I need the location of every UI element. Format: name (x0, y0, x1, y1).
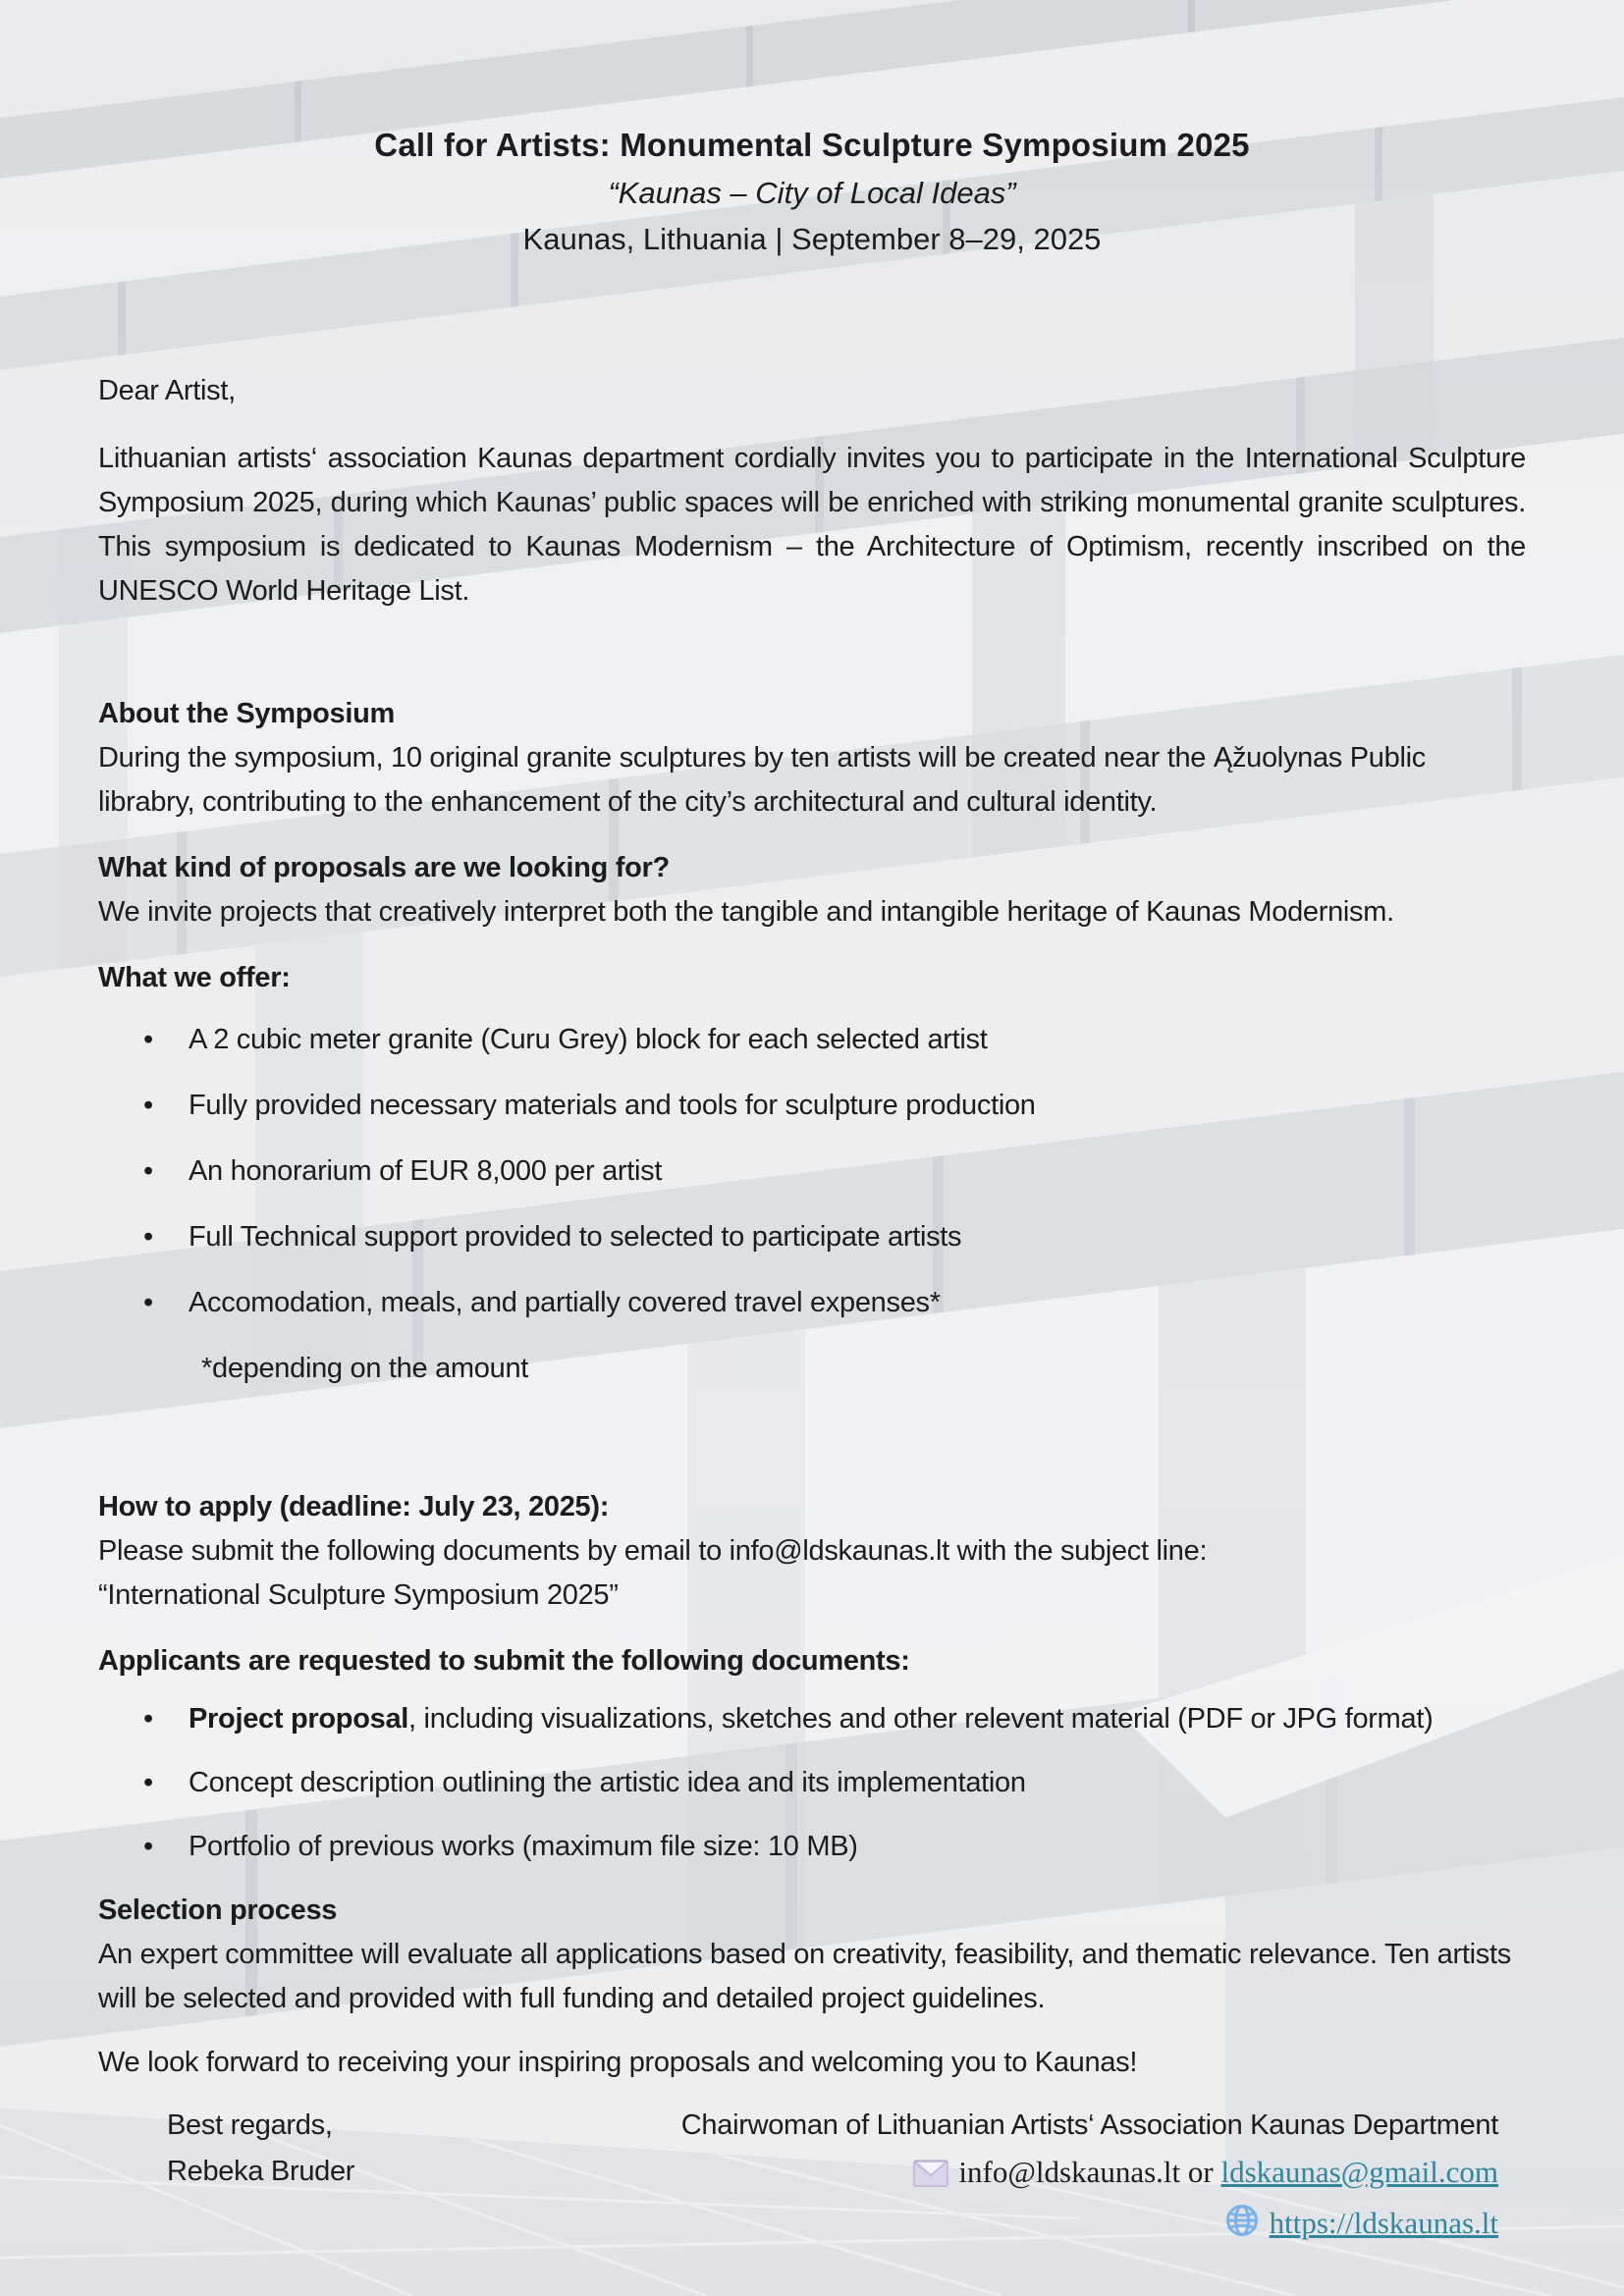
heading-documents: Applicants are requested to submit the following documents: (98, 1645, 910, 1677)
page-subtitle: “Kaunas – City of Local Ideas” (608, 176, 1016, 210)
heading-how-to-apply: How to apply (deadline: July 23, 2025): (98, 1491, 610, 1522)
selection-paragraph: An expert committee will evaluate all applications based on creativity, feasibility, and thematic relevance. Ten artists will be selected and provided with full funding and detailed project guidelines. (98, 1939, 1511, 2014)
list-item: • Fully provided necessary materials and tools for sculpture production (98, 1084, 1526, 1128)
document-content (98, 0, 1526, 2251)
list-item: • A 2 cubic meter granite (Curu Grey) block for each selected artist (98, 1018, 1526, 1062)
about-paragraph: During the symposium, 10 original granite sculptures by ten artists will be created near the Ąžuolynas Public librabry, contributing to the enhancement of the city’s architectural and cultural identity. (98, 742, 1426, 818)
list-item-text: Portfolio of previous works (maximum file size: 10 MB) (189, 1831, 858, 1862)
email-contact-line (560, 2149, 1498, 2200)
apply-line-2: “International Sculpture Symposium 2025” (98, 1579, 619, 1611)
apply-line-1: Please submit the following documents by email to info@ldskaunas.lt with the subject line: (98, 1535, 1208, 1567)
list-item: • Accomodation, meals, and partially covered travel expenses* (98, 1281, 1526, 1325)
list-item: • Full Technical support provided to selected to participate artists (98, 1215, 1526, 1259)
offer-footnote: *depending on the amount (201, 1353, 529, 1384)
list-item (98, 1697, 1526, 1741)
page-title: Call for Artists: Monumental Sculpture Symposium 2025 (374, 127, 1250, 163)
heading-proposals: What kind of proposals are we looking for? (98, 852, 670, 883)
heading-offer: What we offer: (98, 962, 291, 993)
list-item-lead: Project proposal (189, 1703, 409, 1735)
signature-right (560, 2103, 1526, 2251)
email-text: info@ldskaunas.lt or (958, 2155, 1221, 2189)
website-link[interactable]: https://ldskaunas.lt (1269, 2206, 1498, 2240)
globe-icon (1224, 2203, 1260, 2251)
heading-about: About the Symposium (98, 698, 396, 729)
proposals-paragraph: We invite projects that creatively interpret both the tangible and intangible heritage of Kaunas Modernism. (98, 896, 1394, 928)
heading-selection: Selection process (98, 1895, 338, 1926)
closing-paragraph: We look forward to receiving your inspiring proposals and welcoming you to Kaunas! (98, 2047, 1138, 2078)
envelope-icon (913, 2154, 948, 2200)
list-item: • An honorarium of EUR 8,000 per artist (98, 1149, 1526, 1194)
offer-list (98, 1018, 1526, 1325)
list-item (98, 1825, 1526, 1869)
chairwoman-role-line: Chairwoman of Lithuanian Artists‘ Association Kaunas Department (680, 2109, 1498, 2141)
gmail-link[interactable]: ldskaunas@gmail.com (1220, 2155, 1498, 2189)
list-item-text: , including visualizations, sketches and other relevent material (PDF or JPG format) (408, 1703, 1434, 1735)
website-contact-line (560, 2200, 1498, 2251)
regards-line: Best regards, (167, 2109, 333, 2141)
documents-list (98, 1697, 1526, 1869)
location-date-line: Kaunas, Lithuania | September 8–29, 2025 (522, 222, 1102, 256)
signature-left (98, 2103, 560, 2251)
intro-paragraph: Lithuanian artists‘ association Kaunas department cordially invites you to participate in the International Sculpture Symposium 2025, during which Kaunas’ public spaces will be enriched with striking monumental granite sculptures. This symposium is dedicated to Kaunas Modernism – the Architecture of Optimism, recently inscribed on the UNESCO World Heritage List. (98, 443, 1526, 607)
signature-name: Rebeka Bruder (167, 2156, 355, 2187)
signature-block (98, 2103, 1526, 2251)
list-item (98, 1761, 1526, 1805)
list-item-text: Concept description outlining the artistic idea and its implementation (189, 1767, 1026, 1798)
salutation: Dear Artist, (98, 375, 236, 406)
